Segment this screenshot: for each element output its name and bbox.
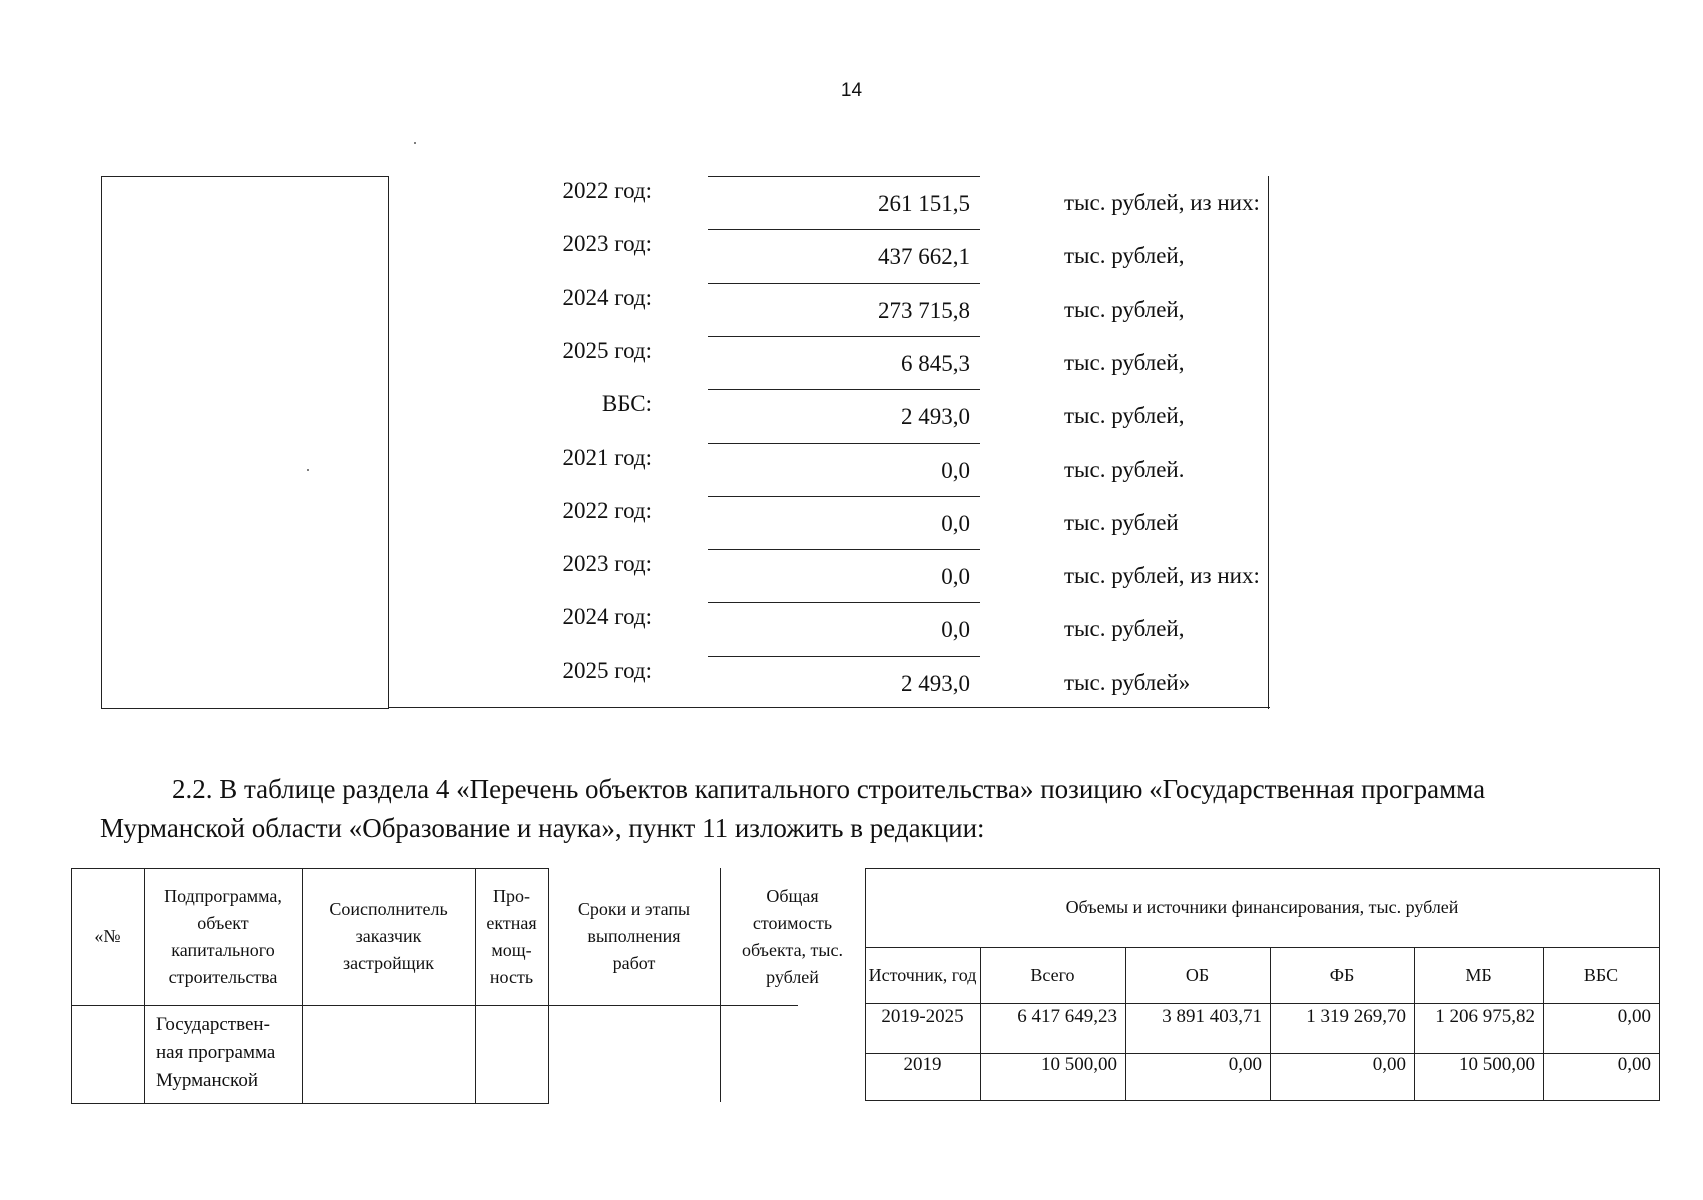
row2-fb: 0,00 <box>1372 1054 1406 1075</box>
finance-row-unit: тыс. рублей, <box>1064 403 1185 429</box>
finance-row-unit: тыс. рублей, <box>1064 296 1185 322</box>
finance-row-unit: тыс. рублей, из них: <box>1064 563 1260 589</box>
header-capacity: Про-ектная мощ-ность <box>486 885 537 987</box>
finance-row <box>389 336 1269 389</box>
financing-block <box>101 176 1269 709</box>
row1-ob: 3 891 403,71 <box>1162 1006 1262 1027</box>
subprogram-line: Мурманской <box>156 1070 258 1091</box>
header-number: «№ <box>94 926 121 946</box>
finance-row-unit: тыс. рублей, <box>1064 349 1185 375</box>
finance-row-label: 2022 год: <box>562 497 652 523</box>
header-mb: МБ <box>1465 964 1492 985</box>
finance-row <box>389 549 1269 602</box>
finance-row-unit: тыс. рублей, <box>1064 243 1185 269</box>
finance-row-label: 2023 год: <box>562 231 652 257</box>
finance-row-value: 0,0 <box>708 602 980 655</box>
finance-row <box>389 229 1269 282</box>
finance-row-value: 6 845,3 <box>708 336 980 389</box>
header-ob: ОБ <box>1185 964 1210 985</box>
finance-row-label: ВБС: <box>601 391 652 417</box>
row2-mb: 10 500,00 <box>1459 1054 1535 1075</box>
header-source: Источник, год <box>868 964 977 985</box>
finance-row-value: 0,0 <box>708 443 980 496</box>
row1-vbs: 0,00 <box>1617 1006 1651 1027</box>
row2-ob: 0,00 <box>1228 1054 1262 1075</box>
finance-row-label: 2025 год: <box>562 657 652 683</box>
row1-total: 6 417 649,23 <box>1017 1006 1117 1027</box>
header-vbs: ВБС <box>1583 964 1619 985</box>
finance-row-value: 273 715,8 <box>708 283 980 336</box>
row2-source: 2019 <box>903 1054 942 1075</box>
paragraph-line-1: 2.2. В таблице раздела 4 «Перечень объектов капитального строительства» позицию «Государственная программа <box>172 774 1486 804</box>
row2-total: 10 500,00 <box>1041 1054 1117 1075</box>
header-fb: ФБ <box>1329 964 1355 985</box>
finance-row-value: 437 662,1 <box>708 229 980 282</box>
finance-row-value: 261 151,5 <box>708 176 980 229</box>
finance-row-label: 2023 год: <box>562 551 652 577</box>
row1-mb: 1 206 975,82 <box>1435 1006 1535 1027</box>
financing-label-cell <box>101 176 389 709</box>
finance-row-unit: тыс. рублей <box>1064 509 1179 535</box>
header-subprogram: Подпрограмма, объект капитального строительства <box>164 885 282 987</box>
row1-source: 2019-2025 <box>881 1006 964 1027</box>
finance-row-label: 2024 год: <box>562 284 652 310</box>
header-terms: Сроки и этапы выполнения работ <box>577 899 691 973</box>
finance-row-label: 2022 год: <box>562 178 652 203</box>
header-funding: Объемы и источники финансирования, тыс. рублей <box>1065 897 1459 917</box>
header-cost: Общая стоимость объекта, тыс. рублей <box>741 885 844 987</box>
header-executor: Соисполнитель заказчик застройщик <box>329 899 448 973</box>
finance-row <box>389 283 1269 336</box>
finance-row <box>389 656 1269 709</box>
finance-row-value: 0,0 <box>708 549 980 602</box>
finance-row-unit: тыс. рублей, <box>1064 616 1185 642</box>
subprogram-line: Государствен- <box>156 1014 270 1035</box>
finance-row-value: 2 493,0 <box>708 656 980 709</box>
row2-vbs: 0,00 <box>1617 1054 1651 1075</box>
scan-speck <box>414 142 416 144</box>
finance-row-unit: тыс. рублей. <box>1064 456 1185 482</box>
finance-row <box>389 389 1269 442</box>
amendment-paragraph <box>100 770 1600 848</box>
header-total: Всего <box>1030 964 1075 985</box>
page-number: 14 <box>840 80 863 101</box>
finance-row-label: 2025 год: <box>562 337 652 363</box>
finance-row <box>389 496 1269 549</box>
finance-row-label: 2021 год: <box>562 444 652 470</box>
finance-row-unit: тыс. рублей» <box>1064 669 1191 695</box>
paragraph-line-2: Мурманской области «Образование и наука», пункт 11 изложить в редакции: <box>100 813 985 843</box>
finance-row <box>389 602 1269 655</box>
finance-row-value: 2 493,0 <box>708 389 980 442</box>
finance-row <box>389 176 1269 229</box>
finance-row <box>389 443 1269 496</box>
finance-row-label: 2024 год: <box>562 604 652 630</box>
subprogram-cell <box>144 1011 302 1095</box>
subprogram-line: ная программа <box>156 1042 276 1063</box>
capital-objects-table <box>71 868 1660 1105</box>
finance-row-value: 0,0 <box>708 496 980 549</box>
row1-fb: 1 319 269,70 <box>1306 1006 1406 1027</box>
finance-row-unit: тыс. рублей, из них: <box>1064 190 1260 215</box>
